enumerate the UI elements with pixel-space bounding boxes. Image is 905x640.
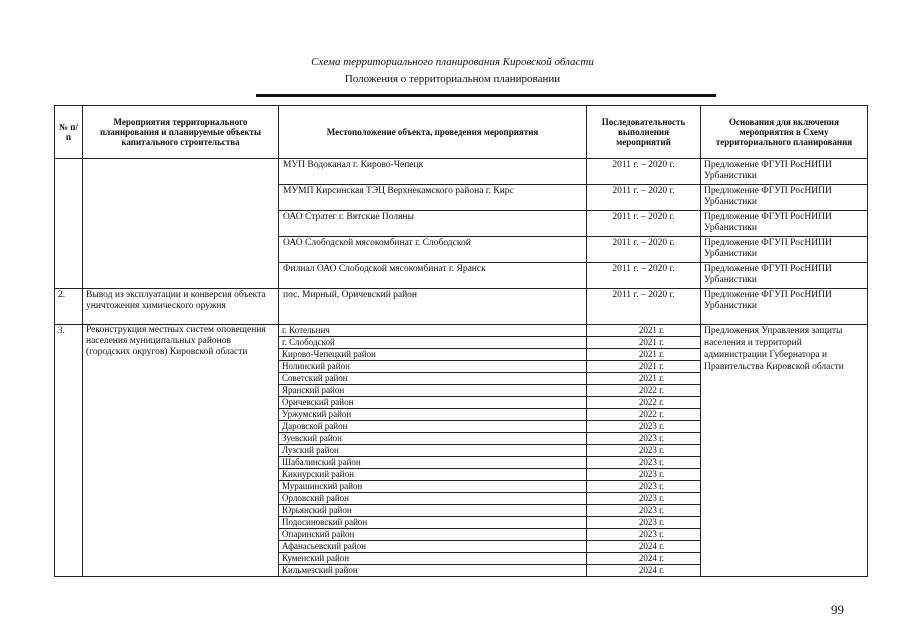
cell-year: 2021 г. — [587, 349, 701, 361]
cell-year: 2024 г. — [587, 553, 701, 565]
table-row — [55, 159, 868, 185]
cell-year: 2023 г. — [587, 445, 701, 457]
document-title: Схема территориального планирования Кировской области — [311, 56, 594, 68]
cell-location: Нолинский район — [279, 361, 587, 373]
col-header-period: Последовательность выполнения мероприятий — [587, 106, 701, 159]
cell-year: 2024 г. — [587, 565, 701, 577]
cell-location: г. Слободской — [279, 337, 587, 349]
cell-location: Уржумский район — [279, 409, 587, 421]
cell-location: Куменский район — [279, 553, 587, 565]
cell-location: Советский район — [279, 373, 587, 385]
cell-year: 2023 г. — [587, 469, 701, 481]
cell-activity: Реконструкция местных систем оповещения населения муниципальных районов (городских округов) Кировской области — [83, 325, 279, 577]
cell-location: Кикнурский район — [279, 469, 587, 481]
cell-location: Мурашинский район — [279, 481, 587, 493]
cell-location: Яранский район — [279, 385, 587, 397]
cell-basis: Предложение ФГУП РосНИПИ Урбанистики — [701, 289, 868, 325]
table-header-row — [55, 106, 868, 159]
cell-location: Кильмезский район — [279, 565, 587, 577]
cell-location: пос. Мирный, Оричевский район — [279, 289, 587, 325]
cell-year: 2023 г. — [587, 505, 701, 517]
cell-location: Лузский район — [279, 445, 587, 457]
cell-location: Филиал ОАО Слободской мясокомбинат г. Яранск — [279, 263, 587, 289]
cell-basis: Предложение ФГУП РосНИПИ Урбанистики — [701, 159, 868, 185]
cell-year: 2022 г. — [587, 397, 701, 409]
cell-year: 2022 г. — [587, 409, 701, 421]
cell-basis: Предложение ФГУП РосНИПИ Урбанистики — [701, 211, 868, 237]
cell-year: 2023 г. — [587, 493, 701, 505]
cell-location: Даровской район — [279, 421, 587, 433]
cell-basis: Предложение ФГУП РосНИПИ Урбанистики — [701, 263, 868, 289]
cell-year: 2023 г. — [587, 421, 701, 433]
cell-location: Афанасьевский район — [279, 541, 587, 553]
cell-year: 2021 г. — [587, 325, 701, 337]
cell-year: 2023 г. — [587, 433, 701, 445]
col-header-basis: Основания для включения мероприятия в Схему территориального планирования — [701, 106, 868, 159]
cell-year: 2023 г. — [587, 481, 701, 493]
cell-location: Шабалинский район — [279, 457, 587, 469]
cell-period: 2011 г. – 2020 г. — [587, 263, 701, 289]
cell-year: 2024 г. — [587, 541, 701, 553]
document-subtitle: Положения о территориальном планировании — [344, 73, 561, 85]
cell-location: Оричевский район — [279, 397, 587, 409]
cell-period: 2011 г. – 2020 г. — [587, 237, 701, 263]
cell-year: 2021 г. — [587, 361, 701, 373]
cell-period: 2011 г. – 2020 г. — [587, 289, 701, 325]
cell-location: МУМП Кирсинская ТЭЦ Верхнекамского района г. Кирс — [279, 185, 587, 211]
cell-year: 2021 г. — [587, 337, 701, 349]
cell-basis: Предложение ФГУП РосНИПИ Урбанистики — [701, 185, 868, 211]
cell-year: 2023 г. — [587, 529, 701, 541]
cell-location: Подосиновский район — [279, 517, 587, 529]
cell-location: Кирово-Чепецкий район — [279, 349, 587, 361]
cell-activity: Вывод из эксплуатации и конверсия объекта уничтожения химического оружия — [83, 289, 279, 325]
col-header-location: Местоположение объекта, проведения мероприятия — [279, 106, 587, 159]
cell-num: 2. — [55, 289, 83, 325]
cell-location: Орловский район — [279, 493, 587, 505]
cell-location: ОАО Слободской мясокомбинат г. Слободской — [279, 237, 587, 263]
cell-location: Юрьянский район — [279, 505, 587, 517]
cell-activity — [83, 159, 279, 289]
cell-location: Зуевский район — [279, 433, 587, 445]
cell-year: 2021 г. — [587, 373, 701, 385]
table-row — [55, 289, 868, 325]
col-header-activity: Мероприятия территориального планирования и планируемые объекты капитального строительства — [83, 106, 279, 159]
cell-period: 2011 г. – 2020 г. — [587, 159, 701, 185]
table-body — [55, 159, 868, 577]
cell-num — [55, 159, 83, 289]
cell-period: 2011 г. – 2020 г. — [587, 185, 701, 211]
cell-location: г. Котельнич — [279, 325, 587, 337]
col-header-num: № п/п — [55, 106, 83, 159]
table-row — [55, 325, 868, 337]
cell-num: 3. — [55, 325, 83, 577]
cell-basis: Предложения Управления защиты населения и территорий администрации Губернатора и Правительства Кировской области — [701, 325, 868, 577]
cell-year: 2023 г. — [587, 517, 701, 529]
cell-period: 2011 г. – 2020 г. — [587, 211, 701, 237]
cell-location: ОАО Стратег г. Вятские Поляны — [279, 211, 587, 237]
planning-table — [54, 105, 868, 577]
header-rule — [256, 94, 716, 97]
cell-basis: Предложение ФГУП РосНИПИ Урбанистики — [701, 237, 868, 263]
cell-location: Опаринский район — [279, 529, 587, 541]
cell-year: 2023 г. — [587, 457, 701, 469]
cell-year: 2022 г. — [587, 385, 701, 397]
cell-location: МУП Водоканал г. Кирово-Чепецк — [279, 159, 587, 185]
page-number: 99 — [831, 602, 844, 617]
